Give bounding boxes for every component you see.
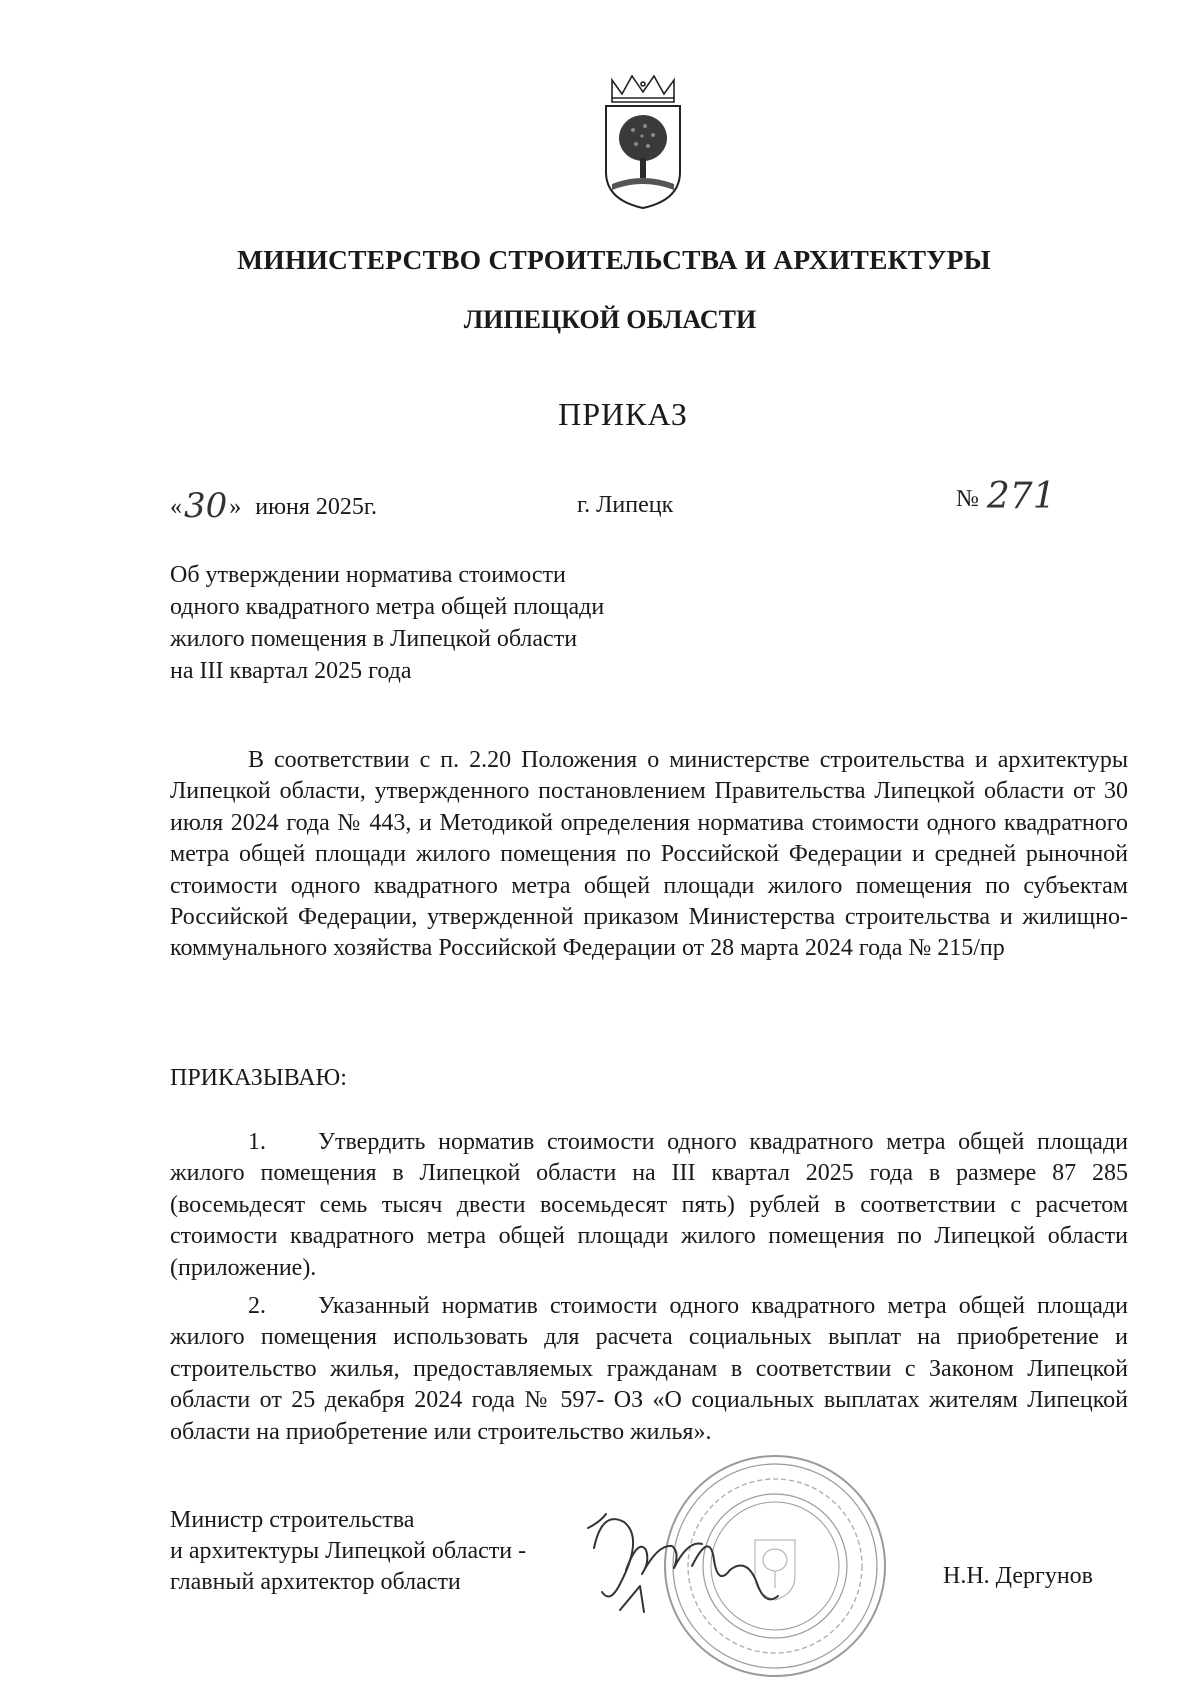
handwritten-signature (580, 1500, 880, 1650)
signatory-position-line: и архитектуры Липецкой области - (170, 1538, 527, 1564)
order-item-text: Утвердить норматив стоимости одного квадратного метра общей площади жилого помещения в Липецкой области на III квартал 2025 года в размере 87 285 (восемьдесят семь тысяч двести восемьдесят пять) рублей в соответствии с расчетом стоимости квадратного метра общей площади жилого помещения по Липецкой области (приложение). (170, 1129, 1128, 1281)
date-month-year: июня 2025г. (255, 494, 378, 520)
date-day-handwritten: 30 (184, 486, 228, 526)
subject-line: жилого помещения в Липецкой области (170, 626, 578, 652)
order-item-number: 2. (248, 1293, 266, 1319)
subject-line: Об утверждении норматива стоимости (170, 562, 566, 588)
subject-line: одного квадратного метра общей площади (170, 594, 605, 620)
order-item-number: 1. (248, 1129, 266, 1155)
number-label: № (956, 486, 979, 512)
coat-of-arms-emblem (600, 72, 686, 212)
signer-name: Н.Н. Дергунов (943, 1563, 1093, 1589)
date-open-quote: « (170, 494, 182, 520)
document-type-title: ПРИКАЗ (558, 396, 688, 432)
region-title: ЛИПЕЦКОЙ ОБЛАСТИ (463, 305, 757, 334)
basis-paragraph: В соответствии с п. 2.20 Положения о министерстве строительства и архитектуры Липецкой области, утвержденного постановлением Правительства Липецкой области от 30 июля 2024 года № 443, и Методикой определения норматива стоимости одного квадратного метра общей площади жилого помещения по Российской Федерации и средней рыночной стоимости одного квадратного метра общей площади жилого помещения по субъектам Российской Федерации, утвержденной приказом Министерства строительства и жилищно-коммунального хозяйства Российской Федерации от 28 марта 2024 года № 215/пр (170, 747, 1128, 962)
signatory-position-line: Министр строительства (170, 1507, 415, 1533)
subject-line: на III квартал 2025 года (170, 658, 412, 684)
order-subject (170, 559, 604, 687)
date-close-quote: » (229, 494, 242, 520)
order-directive-word: ПРИКАЗЫВАЮ: (170, 1065, 347, 1091)
signatory-position (170, 1505, 526, 1598)
order-item (170, 1127, 1128, 1284)
order-date (170, 486, 377, 526)
number-value-handwritten: 271 (986, 476, 1056, 517)
order-item (170, 1291, 1128, 1448)
order-number (956, 476, 1056, 517)
signatory-position-line: главный архитектор области (170, 1569, 461, 1595)
ministry-title: МИНИСТЕРСТВО СТРОИТЕЛЬСТВА И АРХИТЕКТУРЫ (237, 244, 991, 275)
order-item-text: Указанный норматив стоимости одного квадратного метра общей площади жилого помещения использовать для расчета социальных выплат на приобретение и строительство жилья, предоставляемых гражданам в соответствии с Законом Липецкой области от 25 декабря 2024 года № 597- ОЗ «О социальных выплатах жителям Липецкой области на приобретение или строительство жилья». (170, 1293, 1128, 1445)
order-city: г. Липецк (577, 492, 674, 518)
